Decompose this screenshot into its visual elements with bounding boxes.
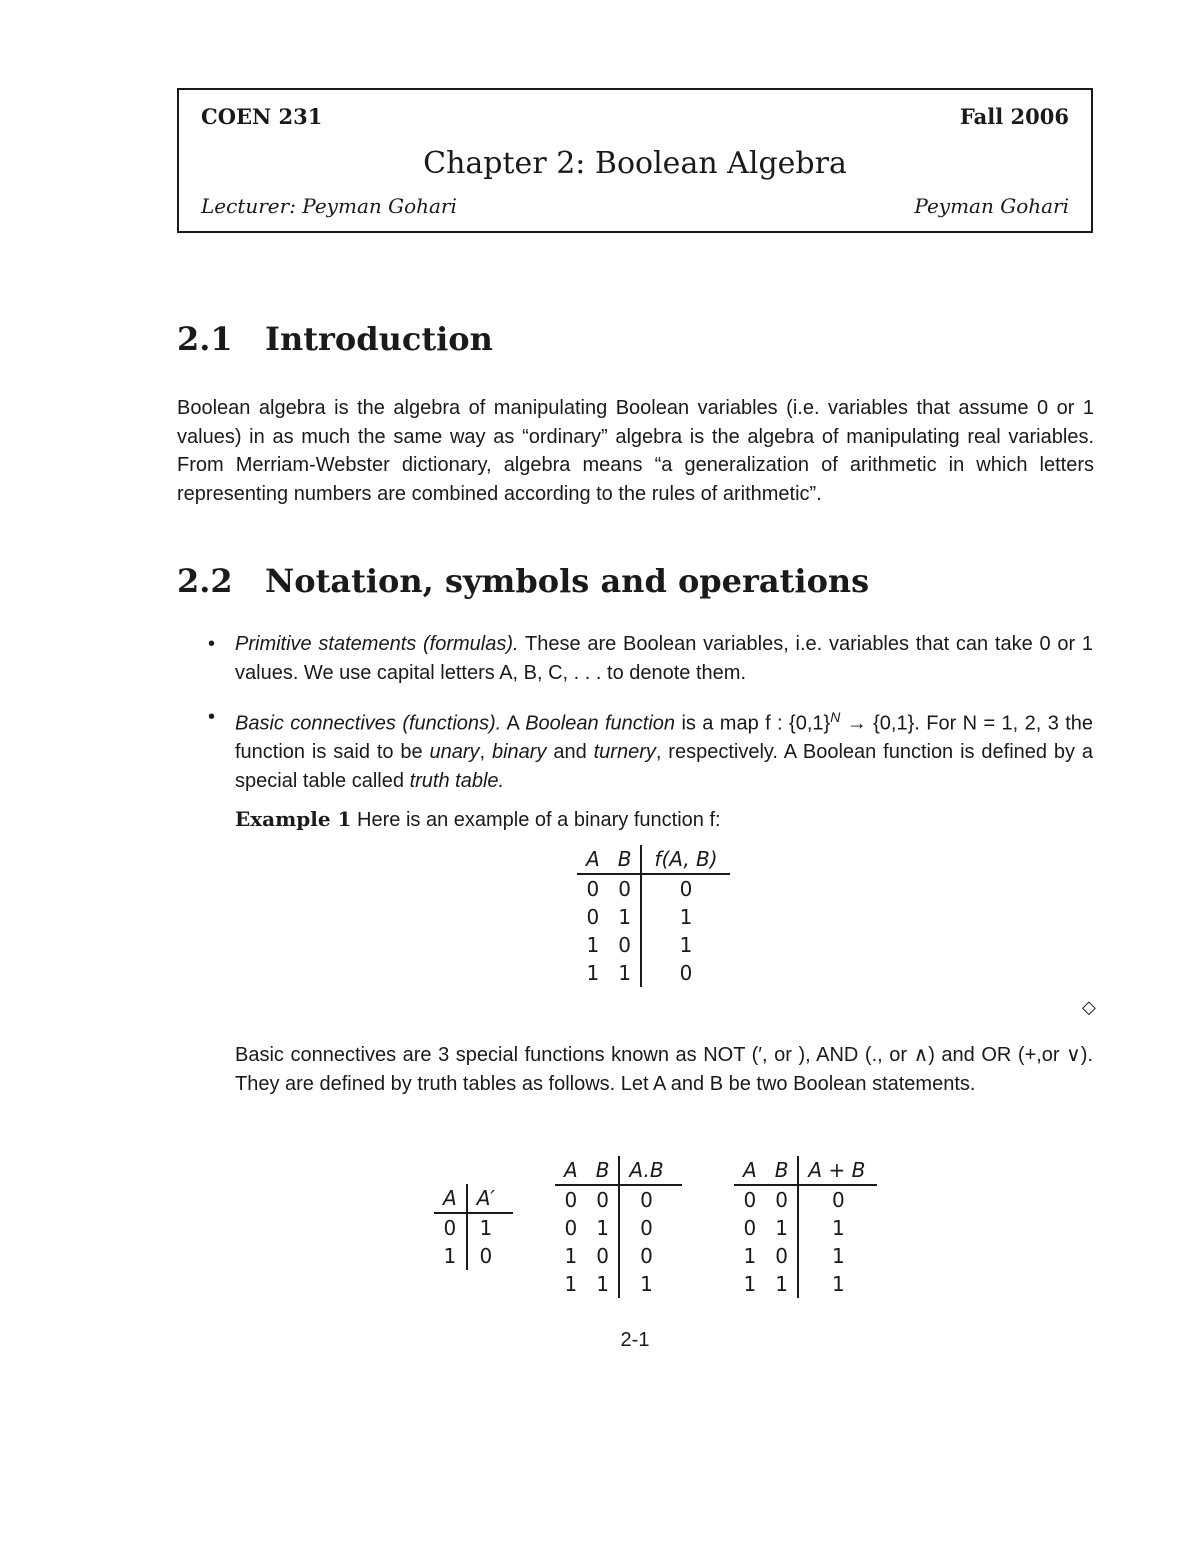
table-cell: 1 (609, 903, 642, 931)
table-cell: 0 (766, 1242, 799, 1270)
table-row (577, 874, 730, 903)
section-number: 2.1 (177, 320, 233, 358)
table-cell: 0 (609, 931, 642, 959)
end-of-example-mark: ◇ (1082, 997, 1096, 1017)
bullet-lead: Basic connectives (functions). (235, 712, 502, 735)
table-cell: 0 (679, 877, 693, 901)
lecturer-name: Lecturer: Peyman Gohari (201, 194, 457, 218)
table-cell: 1 (640, 1272, 653, 1296)
truth-table-and (555, 1156, 682, 1298)
table-cell: 0 (564, 1216, 578, 1240)
bullet-basic-connectives (235, 703, 1093, 795)
table-cell: 1 (831, 1272, 845, 1296)
term-binary: binary (491, 741, 547, 764)
section-number: 2.2 (177, 562, 233, 600)
bullet-marker: • (208, 706, 216, 728)
table-header-cell: A + B (798, 1156, 877, 1185)
example-text: Here is an example of a binary function f: (351, 809, 721, 831)
table-header-cell: A′ (467, 1184, 513, 1213)
bullet-lead: Primitive statements (formulas). (235, 633, 519, 655)
table-cell: 1 (586, 961, 600, 985)
table-row (734, 1270, 877, 1298)
bullet-text-fragment: A (501, 712, 526, 735)
table-cell: 1 (586, 933, 600, 957)
table-row (734, 1185, 877, 1214)
table-row (555, 1185, 682, 1214)
table-header-cell: A (555, 1156, 587, 1185)
bullet-text-fragment: → {0,1}. For N = 1, 2, 3 the function is said to be (235, 712, 1094, 764)
table-cell: 0 (479, 1244, 493, 1268)
table-header-row (734, 1156, 877, 1185)
table-cell: 0 (831, 1188, 845, 1212)
table-cell: 0 (587, 1242, 620, 1270)
table-cell: 0 (743, 1188, 757, 1212)
table-header-cell: B (766, 1156, 799, 1185)
table-row (577, 959, 730, 987)
bullet-text-fragment: is a map f : {0,1} (675, 712, 831, 735)
section-heading-notation (177, 562, 869, 600)
table-cell: 1 (587, 1270, 620, 1298)
table-header-cell: A (434, 1184, 467, 1213)
table-cell: 0 (766, 1185, 799, 1214)
introduction-paragraph: Boolean algebra is the algebra of manipulating Boolean variables (i.e. variables that assume 0 or 1 values) in as much the same way as “ordinary” algebra is the algebra of manipulating real variables. From Merriam-Webster dictionary, algebra means “a generalization of arithmetic in which letters representing numbers are combined according to the rules of arithmetic”. (177, 397, 1094, 505)
table-cell: 1 (831, 1244, 845, 1268)
bullet-primitive-statements (235, 630, 1093, 687)
table-header-row (434, 1184, 513, 1213)
table-row (434, 1213, 513, 1242)
bullet-text-fragment: and (546, 741, 594, 764)
truth-table-not (434, 1184, 513, 1270)
course-code: COEN 231 (201, 104, 323, 129)
table-row (577, 931, 730, 959)
table-row (577, 903, 730, 931)
bullet-marker: • (208, 633, 216, 655)
table-row (555, 1270, 682, 1298)
table-cell: 1 (609, 959, 642, 987)
table-cell: 0 (564, 1188, 578, 1212)
table-cell: 1 (679, 933, 693, 957)
table-cell: 1 (766, 1270, 799, 1298)
scribe-name: Peyman Gohari (914, 194, 1069, 218)
table-cell: 1 (743, 1272, 757, 1296)
table-row (555, 1242, 682, 1270)
table-cell: 0 (586, 877, 600, 901)
table-cell: 0 (587, 1185, 620, 1214)
superscript-n: N (830, 709, 841, 725)
table-cell: 0 (586, 905, 600, 929)
chapter-title: Chapter 2: Boolean Algebra (423, 146, 847, 181)
section-title: Introduction (265, 320, 493, 358)
term-truth-table: truth table. (409, 769, 505, 792)
table-cell: 0 (640, 1244, 653, 1268)
table-cell: 1 (587, 1214, 620, 1242)
example-label: Example 1 (235, 807, 352, 831)
table-cell: 0 (679, 961, 693, 985)
term-unary: unary (429, 741, 480, 764)
table-header-cell: A (734, 1156, 766, 1185)
table-cell: 1 (564, 1244, 578, 1268)
table-cell: 1 (564, 1272, 578, 1296)
bullet-text-fragment: , (479, 741, 492, 764)
table-cell: 1 (434, 1242, 467, 1270)
example-1 (235, 807, 721, 832)
connectives-paragraph: Basic connectives are 3 special functions known as NOT (′, or ), AND (., or ∧) and OR (+,or ∨). They are defined by truth tables as follows. Let A and B be two Boolean statements. (235, 1044, 1093, 1095)
lecture-header-box (177, 88, 1093, 233)
table-cell: 1 (679, 905, 693, 929)
table-header-cell: B (609, 845, 642, 874)
table-cell: 0 (640, 1188, 653, 1212)
term: Fall 2006 (959, 104, 1069, 129)
bullet-body: These are Boolean variables, i.e. variables that can take 0 or 1 values. We use capital letters A, B, C, . . . to denote them. (235, 633, 1094, 684)
table-row (555, 1214, 682, 1242)
term-turnery: turnery (593, 741, 656, 764)
page-number: 2-1 (620, 1329, 650, 1351)
table-header-cell: A (577, 845, 609, 874)
section-title: Notation, symbols and operations (265, 562, 870, 600)
truth-table-or (734, 1156, 877, 1298)
table-cell: 1 (743, 1244, 757, 1268)
table-cell: 1 (831, 1216, 845, 1240)
table-cell: 0 (640, 1216, 653, 1240)
table-row (734, 1214, 877, 1242)
table-header-row (555, 1156, 682, 1185)
table-header-cell: f(A, B) (641, 845, 729, 874)
table-header-row (577, 845, 730, 874)
table-cell: 0 (434, 1213, 467, 1242)
term-boolean-function: Boolean function (525, 712, 676, 735)
truth-table-example-f (577, 845, 730, 987)
table-header-cell: A.B (619, 1156, 681, 1185)
table-cell: 0 (743, 1216, 757, 1240)
table-row (434, 1242, 513, 1270)
table-header-cell: B (587, 1156, 620, 1185)
bullet-text-fragment: , respectively. A Boolean function is defined by a special table called (235, 741, 1094, 792)
table-cell: 1 (479, 1216, 493, 1240)
table-cell: 0 (609, 874, 642, 903)
table-cell: 1 (766, 1214, 799, 1242)
table-row (734, 1242, 877, 1270)
section-heading-introduction (177, 320, 493, 358)
